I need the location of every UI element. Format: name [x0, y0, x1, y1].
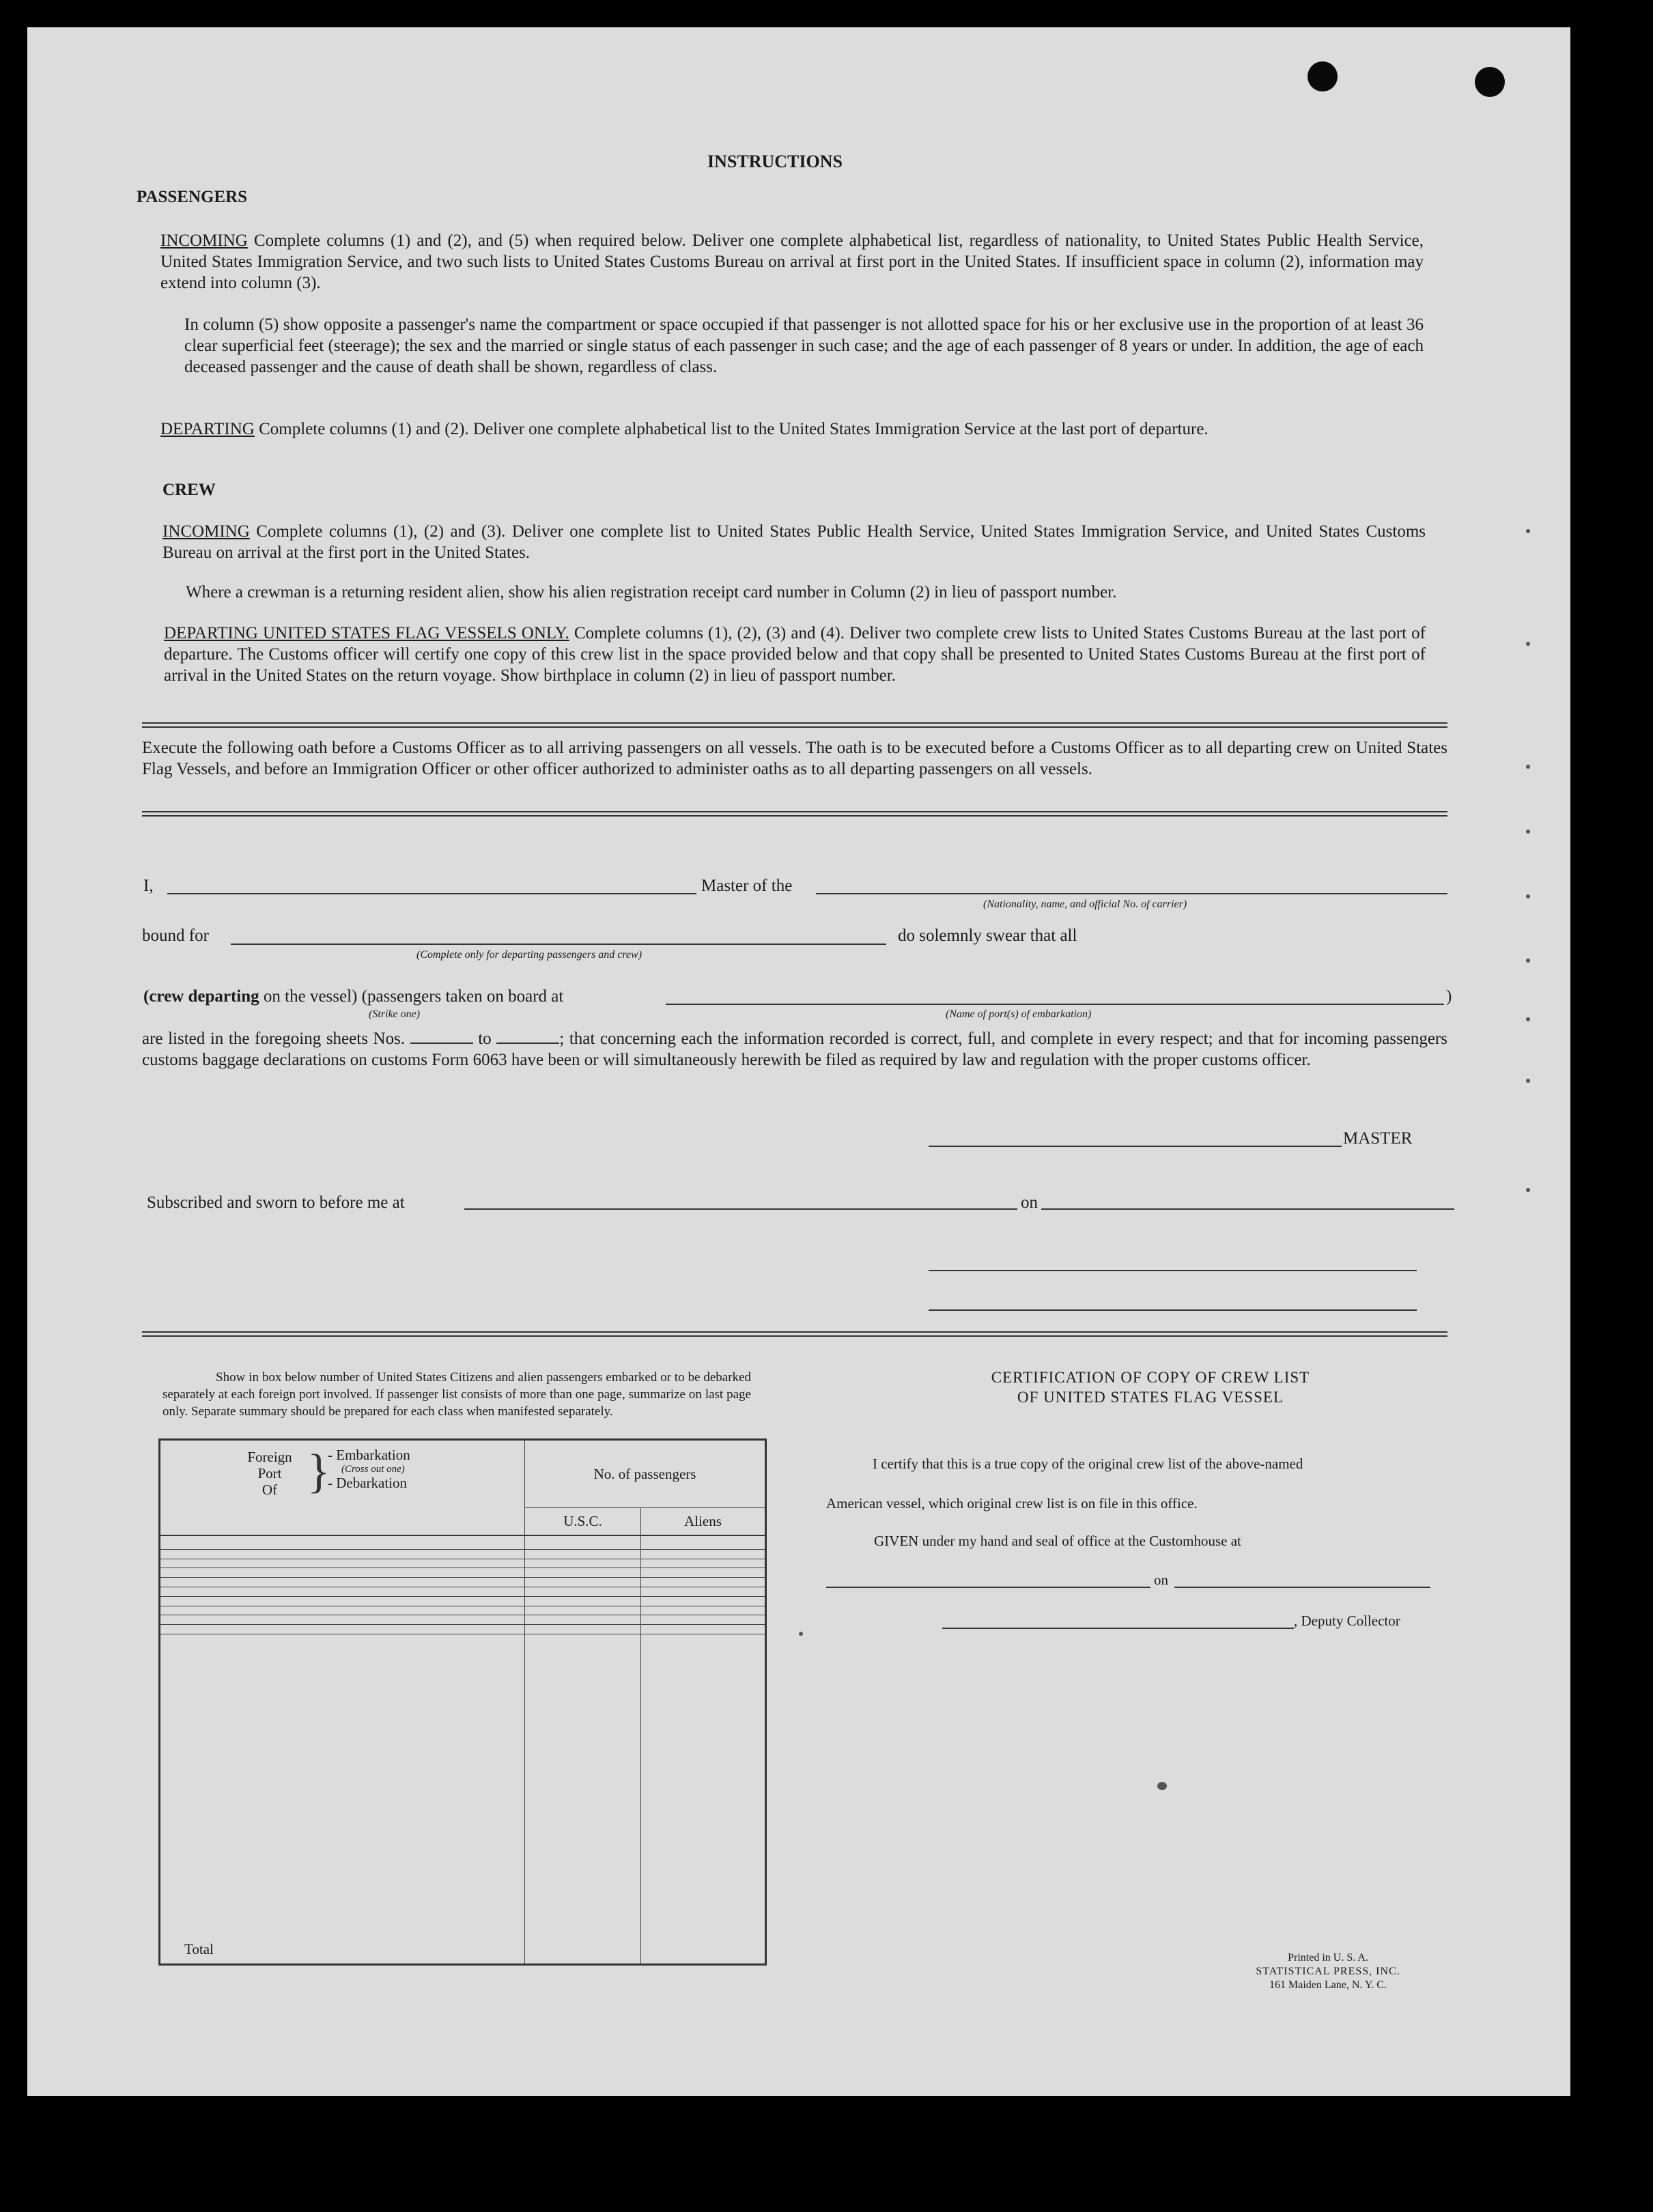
margin-speck: [1526, 959, 1530, 963]
listed-text-a: are listed in the foregoing sheets Nos.: [142, 1030, 406, 1048]
printer-line1: Printed in U. S. A.: [1288, 1952, 1368, 1963]
divider: [142, 1335, 1447, 1337]
passengers-departing-label: DEPARTING: [160, 420, 255, 438]
port-cell[interactable]: [160, 1578, 525, 1587]
usc-total-cell[interactable]: [525, 1634, 641, 1965]
listed-to: to: [478, 1030, 492, 1048]
certification-title-line1: CERTIFICATION OF COPY OF CREW LIST: [991, 1369, 1310, 1386]
aliens-cell[interactable]: [641, 1578, 766, 1587]
crew-resident-paragraph: Where a crewman is a returning resident alien, show his alien registration receipt card number in Column (2) in lieu of passport number.: [186, 583, 1117, 601]
officer-signature-line[interactable]: [929, 1270, 1417, 1271]
page-title: INSTRUCTIONS: [707, 152, 843, 171]
embarkation-option[interactable]: - Embarkation: [328, 1447, 410, 1463]
subscribed-label: Subscribed and sworn to before me at: [147, 1193, 405, 1212]
passenger-summary-table: [158, 1438, 767, 1966]
divider: [142, 726, 1447, 728]
printer-line3: 161 Maiden Lane, N. Y. C.: [1269, 1979, 1387, 1991]
listed-text-b: ; that concerning each the information recorded is correct, full, and complete in every respect; and that for incoming passengers customs baggage declarations on customs Form 6063 have been or will simultaneously herewith be filed as required by law and regulation with the proper customs officer.: [142, 1030, 1447, 1069]
deputy-signature-line[interactable]: [942, 1628, 1294, 1629]
usc-cell[interactable]: [525, 1596, 641, 1606]
crew-incoming-label: INCOMING: [163, 522, 250, 541]
passengers-incoming-paragraph: [160, 230, 1424, 294]
table-row: [160, 1568, 766, 1578]
port-cell[interactable]: [160, 1559, 525, 1568]
subscribed-place-field[interactable]: [464, 1208, 1017, 1210]
crew-passengers-line: [143, 986, 563, 1007]
summary-instructions: Show in box below number of United States Citizens and alien passengers embarked or to be debarked separately at each foreign port involved. If passenger list consists of more than one page, summarize on last page only. Separate summary should be prepared for each class when manifested separately.: [163, 1370, 751, 1419]
port-cell[interactable]: [160, 1587, 525, 1596]
sheet-to-field[interactable]: [496, 1030, 559, 1044]
ports-note: (Name of port(s) of embarkation): [946, 1008, 1092, 1020]
divider: [142, 722, 1447, 724]
usc-cell[interactable]: [525, 1549, 641, 1559]
subscribed-on-label: on: [1021, 1193, 1038, 1212]
aliens-cell[interactable]: [641, 1615, 766, 1625]
port-cell[interactable]: [160, 1606, 525, 1615]
deputy-collector-label: , Deputy Collector: [1294, 1613, 1400, 1629]
crew-departing-paragraph: [164, 623, 1426, 686]
bound-for-field[interactable]: [231, 944, 886, 945]
margin-speck: [1526, 765, 1530, 769]
crew-incoming-text: Complete columns (1), (2) and (3). Deliver one complete list to United States Public Health Service, United States Immigration Service, and United States Customs Bureau on arrival at the first port in the United States.: [163, 522, 1426, 562]
aliens-cell[interactable]: [641, 1568, 766, 1578]
margin-speck: [1526, 1017, 1530, 1021]
margin-speck: [1526, 642, 1530, 646]
punch-hole: [1475, 67, 1505, 97]
passengers-departing-paragraph: [160, 419, 1424, 440]
usc-cell[interactable]: [525, 1587, 641, 1596]
given-text: GIVEN under my hand and seal of office at the Customhouse at: [874, 1533, 1241, 1549]
total-label: Total: [160, 1634, 525, 1965]
margin-speck: [799, 1632, 803, 1636]
divider: [142, 1331, 1447, 1333]
foreign-label: Foreign: [247, 1449, 292, 1465]
total-row: [160, 1634, 766, 1965]
divider: [142, 815, 1447, 817]
foreign-port-header: [160, 1440, 525, 1535]
divider: [142, 811, 1447, 812]
crew-incoming-paragraph: [163, 521, 1426, 563]
usc-cell[interactable]: [525, 1559, 641, 1568]
american-vessel-text: American vessel, which original crew list is on file in this office.: [826, 1495, 1198, 1512]
subscribed-date-field[interactable]: [1041, 1208, 1454, 1210]
aliens-cell[interactable]: [641, 1549, 766, 1559]
passengers-incoming-text: Complete columns (1) and (2), and (5) when required below. Deliver one complete alphabetical list, regardless of nationality, to United States Public Health Service, United States Immigration Service, and two such lists to United States Customs Bureau on arrival at first port in the United States. If insufficient space in column (2), information may extend into column (3).: [160, 231, 1424, 292]
aliens-cell[interactable]: [641, 1535, 766, 1550]
passengers-heading: PASSENGERS: [137, 188, 248, 206]
oath-intro: Execute the following oath before a Customs Officer as to all arriving passengers on all vessels. The oath is to be executed before a Customs Officer as to all departing crew on United States Flag Vessels, and before an Immigration Officer or other officer authorized to administer oaths as to all departing passengers on all vessels.: [142, 739, 1447, 778]
certification-title-line2: OF UNITED STATES FLAG VESSEL: [1017, 1389, 1284, 1406]
aliens-total-cell[interactable]: [641, 1634, 766, 1965]
table-row: [160, 1615, 766, 1625]
master-of-label: Master of the: [701, 877, 793, 895]
nationality-note: (Nationality, name, and official No. of carrier): [983, 898, 1187, 910]
table-row: [160, 1559, 766, 1568]
usc-header: U.S.C.: [525, 1508, 641, 1535]
port-cell[interactable]: [160, 1625, 525, 1634]
bound-for-label: bound for: [142, 926, 209, 945]
margin-speck: [1526, 830, 1530, 834]
table-row: [160, 1578, 766, 1587]
certification-title: [935, 1367, 1366, 1407]
on-vessel-text: on the vessel): [263, 987, 358, 1006]
debarkation-option[interactable]: - Debarkation: [328, 1475, 408, 1491]
listed-paragraph: [142, 1028, 1447, 1070]
close-paren: ): [1446, 987, 1452, 1006]
master-label: MASTER: [1343, 1129, 1413, 1148]
port-label: Port: [257, 1465, 282, 1481]
strike-one-note: (Strike one): [369, 1008, 421, 1020]
usc-cell[interactable]: [525, 1568, 641, 1578]
customhouse-field[interactable]: [826, 1587, 1150, 1588]
crew-departing-text: Complete columns (1), (2), (3) and (4). Deliver two complete crew lists to United States Customs Bureau at the last port of departure. The Customs officer will certify one copy of this crew list in the space provided below and that copy shall be presented to United States Customs Bureau at the first port of arrival in the United States on the return voyage. Show birthplace in column (2) in lieu of passport number.: [164, 624, 1426, 685]
port-cell[interactable]: [160, 1535, 525, 1550]
brace: }: [307, 1445, 330, 1498]
table-header-row: [160, 1440, 766, 1508]
officer-title-line[interactable]: [929, 1309, 1417, 1311]
swear-text: do solemnly swear that all: [898, 926, 1077, 945]
aliens-cell[interactable]: [641, 1625, 766, 1634]
table-row: [160, 1549, 766, 1559]
usc-cell[interactable]: [525, 1535, 641, 1550]
passengers-incoming-label: INCOMING: [160, 231, 248, 250]
crew-departing-text: (crew departing: [143, 987, 259, 1006]
usc-cell[interactable]: [525, 1615, 641, 1625]
document-page: [27, 27, 1570, 2096]
certification-on-label: on: [1154, 1572, 1168, 1588]
table-row: [160, 1625, 766, 1634]
passengers-taken-text: (passengers taken on board at: [361, 987, 564, 1006]
table-row: [160, 1606, 766, 1615]
of-label: Of: [262, 1481, 278, 1498]
port-cell[interactable]: [160, 1568, 525, 1578]
table-row: [160, 1587, 766, 1596]
usc-cell[interactable]: [525, 1625, 641, 1634]
margin-speck: [1526, 1188, 1530, 1192]
embarkation-ports-field[interactable]: [666, 1004, 1444, 1005]
certify-text: I certify that this is a true copy of the original crew list of the above-named: [873, 1456, 1303, 1472]
passengers-departing-text: Complete columns (1) and (2). Deliver one complete alphabetical list to the United States Immigration Service at the last port of departure.: [259, 420, 1209, 438]
usc-cell[interactable]: [525, 1578, 641, 1587]
aliens-cell[interactable]: [641, 1596, 766, 1606]
margin-speck: [1526, 894, 1530, 898]
printer-line2: STATISTICAL PRESS, INC.: [1256, 1966, 1400, 1977]
column5-paragraph: In column (5) show opposite a passenger's name the compartment or space occupied if that passenger is not allotted space for his or her exclusive use in the proportion of at least 36 clear superficial feet (steerage); the sex and the married or single status of each passenger in such case; and the age of each passenger of 8 years or under. In addition, the age of each deceased passenger and the cause of death shall be shown, regardless of class.: [184, 315, 1424, 376]
margin-speck: [1526, 1079, 1530, 1083]
complete-only-note: (Complete only for departing passengers and crew): [416, 949, 642, 961]
margin-speck: [1526, 529, 1530, 533]
certification-date-field[interactable]: [1174, 1587, 1430, 1588]
carrier-field[interactable]: [816, 893, 1447, 894]
port-cell[interactable]: [160, 1549, 525, 1559]
sheet-from-field[interactable]: [410, 1030, 473, 1044]
crew-heading: CREW: [163, 481, 216, 499]
punch-hole: [1308, 61, 1338, 91]
usc-cell[interactable]: [525, 1606, 641, 1615]
margin-speck: [1157, 1782, 1167, 1790]
port-cell[interactable]: [160, 1615, 525, 1625]
aliens-cell[interactable]: [641, 1559, 766, 1568]
printer-imprint: [1239, 1951, 1417, 1992]
aliens-cell[interactable]: [641, 1587, 766, 1596]
no-passengers-header: No. of passengers: [525, 1440, 766, 1508]
master-name-field[interactable]: [167, 893, 696, 894]
master-signature-line[interactable]: [929, 1146, 1342, 1147]
aliens-cell[interactable]: [641, 1606, 766, 1615]
cross-out-note: (Cross out one): [341, 1464, 405, 1475]
table-row: [160, 1596, 766, 1606]
port-cell[interactable]: [160, 1596, 525, 1606]
aliens-header: Aliens: [641, 1508, 766, 1535]
table-row: [160, 1535, 766, 1550]
crew-departing-label: DEPARTING UNITED STATES FLAG VESSELS ONLY.: [164, 624, 569, 642]
oath-i-label: I,: [143, 877, 154, 895]
